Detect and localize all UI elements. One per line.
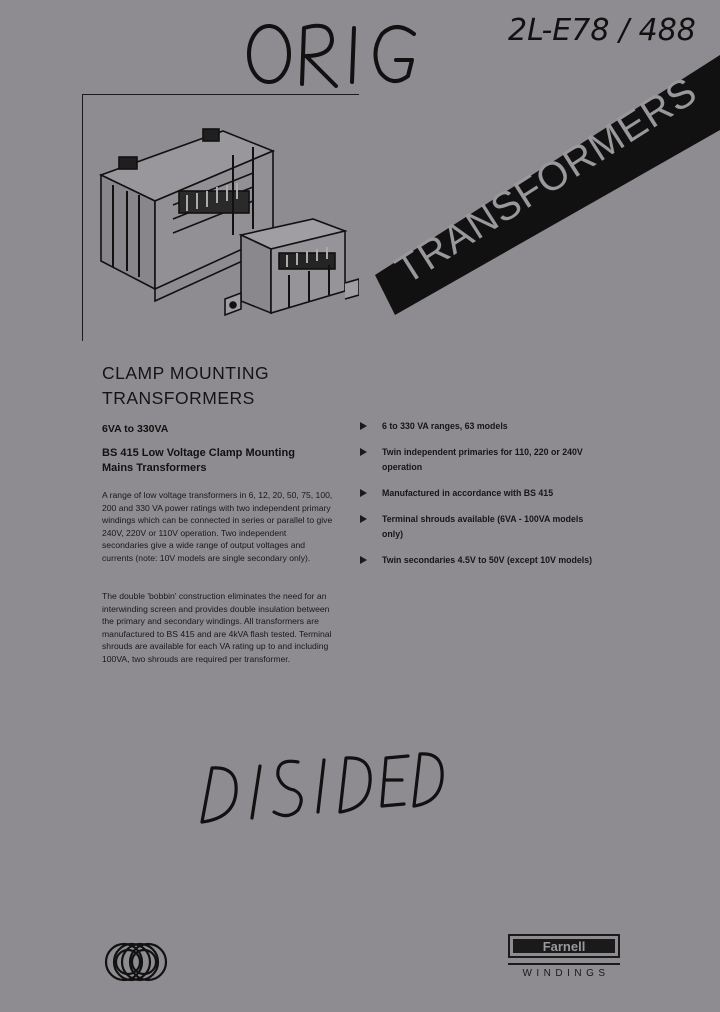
- farnell-logo-box: [508, 934, 620, 958]
- subtitle: [102, 446, 342, 476]
- concentric-rings-logo: [104, 940, 168, 984]
- page-title: [102, 361, 342, 411]
- feature-text: Manufactured in accordance with BS 415: [382, 488, 554, 498]
- right-triangle-arrow-icon: [360, 422, 367, 430]
- feature-item: [360, 486, 605, 501]
- feature-text: Terminal shrouds available (6VA - 100VA models only): [382, 514, 584, 539]
- farnell-windings-logo: [506, 934, 626, 986]
- title-line-2: TRANSFORMERS: [102, 388, 255, 408]
- right-triangle-arrow-icon: [360, 556, 367, 564]
- feature-text: Twin secondaries 4.5V to 50V (except 10V models): [382, 555, 593, 565]
- title-line-1: CLAMP MOUNTING: [102, 363, 270, 383]
- right-triangle-arrow-icon: [360, 515, 367, 523]
- subtitle-line-1: BS 415 Low Voltage Clamp Mounting: [102, 447, 295, 459]
- feature-item: [360, 419, 605, 434]
- logo-divider: [508, 963, 620, 965]
- svg-text:2L-E78 / 488: 2L-E78 / 488: [508, 13, 696, 48]
- feature-text: Twin independent primaries for 110, 220 or 240V operation: [382, 447, 583, 472]
- banner-label: TRANSFORMERS: [388, 68, 705, 293]
- feature-list: [360, 419, 605, 579]
- subtitle-line-2: Mains Transformers: [102, 462, 207, 474]
- va-range-heading: 6VA to 330VA: [102, 423, 169, 435]
- right-triangle-arrow-icon: [360, 489, 367, 497]
- feature-item: [360, 445, 605, 475]
- description-paragraph-1: A range of low voltage transformers in 6, 12, 20, 50, 75, 100, 200 and 330 VA power ratings with two independent primary windings which can be connected in series or parallel to give 240V, 220V or 110V operation. Two independent secondaries give a wide range of output voltages and currents (note: 10V models are single secondary only).: [102, 490, 333, 563]
- product-photo: [82, 94, 359, 341]
- feature-item: [360, 553, 605, 568]
- description-paragraph-2: The double 'bobbin' construction eliminates the need for an interwinding screen and provides double insulation between the primary and secondary windings. All transformers are manufactured to BS 415 and are 4kVA flash tested. Terminal shrouds are available for each VA rating up to and including 100VA, two shrouds are required per transformer.: [102, 591, 332, 664]
- handwritten-status-annotation: [190, 740, 450, 830]
- transformers-banner: [355, 45, 720, 315]
- brand-name: Farnell: [513, 939, 615, 953]
- right-triangle-arrow-icon: [360, 448, 367, 456]
- transformer-illustration: [83, 95, 359, 341]
- brand-division: WINDINGS: [522, 968, 610, 979]
- feature-item: [360, 512, 605, 542]
- feature-text: 6 to 330 VA ranges, 63 models: [382, 421, 508, 431]
